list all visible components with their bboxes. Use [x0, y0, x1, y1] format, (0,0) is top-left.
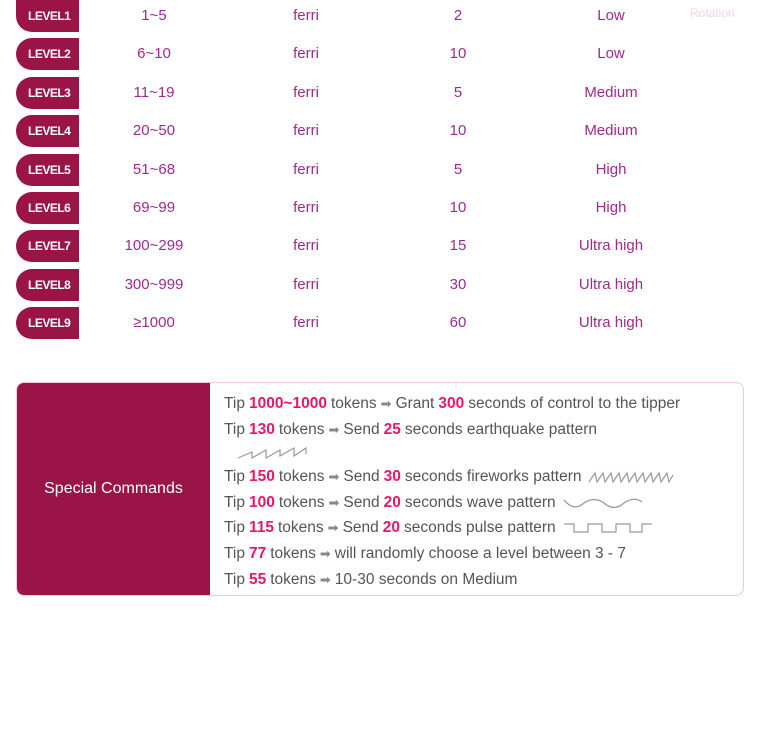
- duration-seconds: 30: [449, 275, 467, 293]
- arrow-icon: ➡: [328, 494, 340, 510]
- token-range: 300~999: [124, 275, 184, 293]
- arrow-icon: ➡: [328, 469, 340, 485]
- table-row: [16, 192, 744, 230]
- command-line: [224, 515, 743, 541]
- level-badge: LEVEL8: [16, 269, 79, 301]
- intensity: Ultra high: [578, 275, 644, 293]
- arrow-icon: ➡: [319, 571, 331, 587]
- command-action: Send: [343, 420, 380, 438]
- intensity: Medium: [584, 83, 638, 101]
- tokens-word: tokens: [270, 544, 316, 562]
- table-row: [16, 0, 744, 38]
- tokens-word: tokens: [277, 519, 324, 537]
- table-row: [16, 154, 744, 192]
- table-row: [16, 307, 744, 345]
- tip-amount: 55: [248, 570, 267, 588]
- tip-word: Tip: [224, 544, 245, 562]
- tokens-word: tokens: [270, 570, 316, 588]
- level-badge: LEVEL9: [16, 307, 79, 339]
- duration-seconds: 60: [449, 314, 467, 332]
- toy-name: ferri: [293, 198, 319, 216]
- table-row: [16, 230, 744, 268]
- arrow-icon: ➡: [380, 396, 392, 411]
- intensity: Low: [597, 7, 625, 24]
- level-badge: LEVEL1: [16, 0, 79, 32]
- token-range: 1~5: [141, 7, 167, 24]
- fireworks-pattern-icon: [587, 470, 675, 484]
- toy-name: ferri: [293, 83, 319, 101]
- rotation-label: Rotation: [690, 6, 735, 20]
- tokens-word: tokens: [278, 420, 325, 438]
- intensity: High: [595, 198, 627, 216]
- token-range: 11~19: [133, 83, 175, 101]
- pulse-pattern-icon: [562, 521, 654, 535]
- command-seconds: 20: [383, 493, 401, 511]
- toy-name: ferri: [293, 237, 319, 255]
- command-description: seconds pulse pattern: [404, 519, 556, 537]
- special-commands-title: Special Commands: [17, 383, 210, 595]
- special-commands-panel: [16, 382, 744, 596]
- intensity: Low: [597, 45, 625, 63]
- command-line: [224, 541, 743, 567]
- tokens-word: tokens: [278, 493, 325, 511]
- command-action: Send: [342, 519, 379, 537]
- toy-name: ferri: [293, 275, 319, 293]
- command-seconds: 25: [383, 420, 401, 438]
- duration-seconds: 15: [449, 237, 467, 255]
- tip-amount: 77: [248, 544, 267, 562]
- toy-name: ferri: [293, 314, 319, 332]
- tokens-word: tokens: [330, 395, 377, 412]
- level-badge: LEVEL2: [16, 38, 79, 70]
- command-description: seconds fireworks pattern: [404, 468, 582, 486]
- tip-word: Tip: [224, 420, 245, 438]
- tokens-word: tokens: [278, 468, 325, 486]
- level-badge: LEVEL4: [16, 115, 79, 147]
- duration-seconds: 10: [449, 198, 467, 216]
- level-badge: LEVEL3: [16, 77, 79, 109]
- table-row: [16, 115, 744, 153]
- intensity: Ultra high: [578, 237, 644, 255]
- tip-word: Tip: [224, 493, 245, 511]
- earthquake-pattern-icon: [224, 442, 743, 464]
- tip-amount: 115: [248, 519, 274, 537]
- table-row: [16, 269, 744, 307]
- command-action: will randomly choose a level between 3 - 7: [334, 544, 627, 562]
- toy-name: ferri: [293, 122, 319, 140]
- tip-amount: 1000~1000: [248, 395, 327, 412]
- command-line: [224, 464, 743, 490]
- token-range: 20~50: [132, 122, 176, 140]
- token-range: 100~299: [124, 237, 184, 255]
- command-seconds: 30: [383, 468, 401, 486]
- command-action: Send: [343, 468, 380, 486]
- token-range: 51~68: [132, 160, 176, 178]
- intensity: High: [595, 160, 627, 178]
- command-action: Send: [343, 493, 380, 511]
- token-range: 69~99: [132, 198, 176, 216]
- command-line: [224, 567, 743, 593]
- duration-seconds: 10: [449, 45, 467, 63]
- level-table: [16, 0, 744, 346]
- table-row: [16, 77, 744, 115]
- tip-word: Tip: [224, 395, 245, 412]
- command-line: [224, 490, 743, 516]
- tip-amount: 130: [248, 420, 275, 438]
- tip-word: Tip: [224, 468, 245, 486]
- token-range: 6~10: [137, 45, 171, 63]
- duration-seconds: 10: [449, 122, 467, 140]
- wave-pattern-icon: [562, 496, 644, 510]
- command-description: seconds of control to the tipper: [468, 395, 681, 412]
- tip-word: Tip: [224, 570, 245, 588]
- token-range: ≥1000: [133, 314, 175, 332]
- table-row: [16, 38, 744, 76]
- toy-name: ferri: [293, 45, 319, 63]
- duration-seconds: 5: [453, 83, 463, 101]
- tip-amount: 100: [248, 493, 275, 511]
- command-line: [224, 391, 743, 417]
- intensity: Medium: [584, 122, 638, 140]
- command-seconds: 20: [382, 519, 401, 537]
- command-line: [224, 417, 743, 443]
- command-action: Grant: [395, 395, 435, 412]
- command-action: 10-30 seconds on Medium: [334, 570, 518, 588]
- arrow-icon: ➡: [319, 545, 331, 561]
- command-seconds: 300: [438, 395, 465, 412]
- command-description: seconds wave pattern: [404, 493, 556, 511]
- special-commands-list: [210, 383, 743, 595]
- level-badge: LEVEL5: [16, 154, 79, 186]
- duration-seconds: 5: [453, 160, 463, 178]
- toy-name: ferri: [293, 7, 319, 24]
- tip-amount: 150: [248, 468, 275, 486]
- command-description: seconds earthquake pattern: [404, 420, 598, 438]
- level-badge: LEVEL6: [16, 192, 79, 224]
- tip-word: Tip: [224, 519, 245, 537]
- arrow-icon: ➡: [327, 520, 339, 536]
- level-badge: LEVEL7: [16, 230, 79, 262]
- intensity: Ultra high: [578, 314, 644, 332]
- duration-seconds: 2: [453, 7, 463, 24]
- arrow-icon: ➡: [328, 421, 340, 437]
- toy-name: ferri: [293, 160, 319, 178]
